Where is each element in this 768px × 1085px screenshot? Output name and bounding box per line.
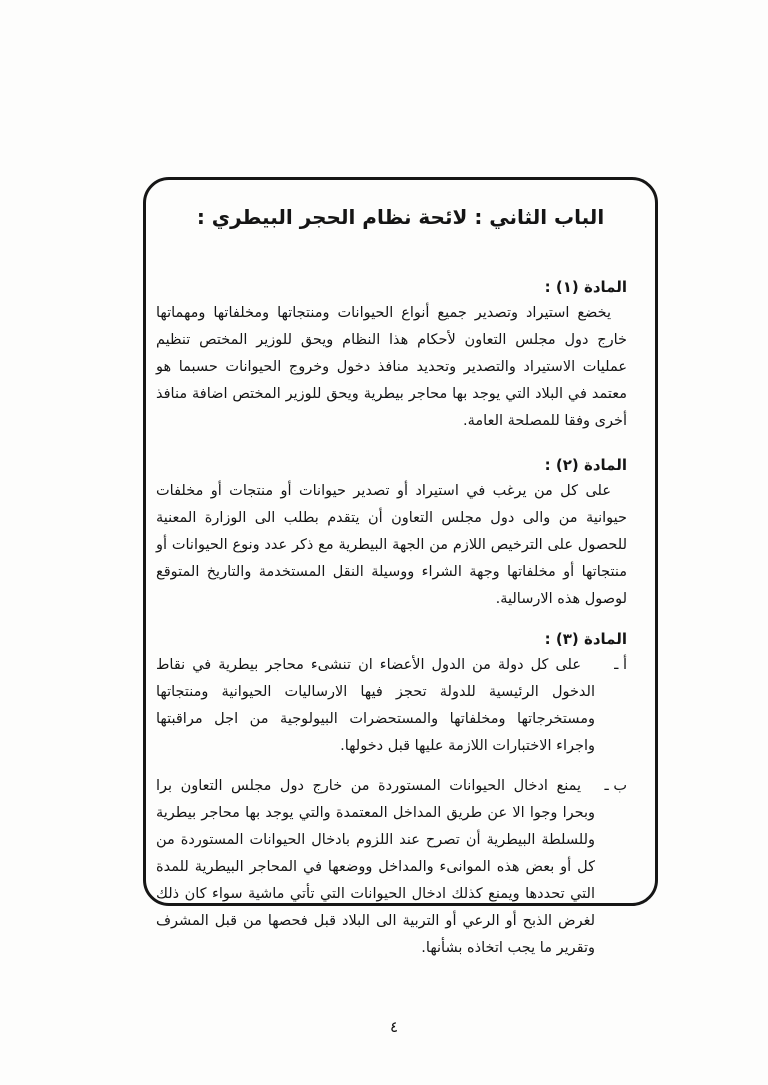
list-item-a-text: على كل دولة من الدول الأعضاء ان تنشىء محاجر بيطرية في نقاط الدخول الرئيسية للدولة تحجز فيها الارساليات الحيوانية ومنتجاتها ومستخرجاتها ومخلفاتها والمستحضرات البيولوجية من اجل مراقبتها واجراء الاختبارات اللازمة عليها قبل دخولها. [156, 657, 595, 754]
article-2-body: على كل من يرغب في استيراد أو تصدير حيوانات أو منتجات أو مخلفات حيوانية من والى دول مجلس التعاون أن يتقدم بطلب الى الوزارة المعنية للحصول على الترخيص اللازم من الجهة البيطرية مع ذكر عدد ونوع الحيوانات أو منتجاتها أو مخلفاتها وجهة الشراء ووسيلة النقل المستخدمة والتاريخ المتوقع لوصول هذه الارسالية. [156, 483, 627, 607]
list-item-b-marker: ب ـ [604, 778, 627, 794]
article-3-items [156, 652, 627, 962]
list-item-b-text: يمنع ادخال الحيوانات المستوردة من خارج دول مجلس التعاون برا وبحرا وجوا الا عن طريق المداخل المعتمدة والتي يوجد بها محاجر بيطرية وللسلطة البيطرية أن تصرح عند اللزوم بادخال الحيوانات المستوردة من كل أو بعض هذه الموانىء والمداخل ووضعها في المحاجر البيطرية للمدة التي تحددها ويمنع كذلك ادخال الحيوانات التي تأتي ماشية سواء كان ذلك لغرض الذبح أو الرعي أو التربية الى البلاد قبل فحصها من قبل المشرف وتقرير ما يجب اتخاذه بشأنها. [156, 778, 595, 956]
document-border-box [143, 177, 658, 956]
list-item-b [156, 773, 627, 962]
article-1-body: يخضع استيراد وتصدير جميع أنواع الحيوانات ومنتجاتها ومخلفاتها ومهماتها خارج دول مجلس التعاون لأحكام هذا النظام ويحق للوزير المختص تنظيم عمليات الاستيراد والتصدير وتحديد منافذ دخول وخروج الحيوانات حسبما هو معتمد في البلاد التي يوجد بها محاجر بيطرية ويحق للوزير المختص اضافة منافذ أخرى وفقا للمصلحة العامة. [156, 305, 627, 429]
document-content [146, 276, 655, 962]
list-item-a-marker: أ ـ [614, 657, 627, 673]
list-item-a [156, 652, 627, 760]
page-number: ٤ [390, 1018, 399, 1036]
article-3-heading: المادة (٣) : [544, 630, 627, 648]
article-2-heading: المادة (٢) : [544, 456, 627, 474]
article-1-heading: المادة (١) : [544, 278, 627, 296]
chapter-title: الباب الثاني : لائحة نظام الحجر البيطري : [196, 205, 605, 229]
